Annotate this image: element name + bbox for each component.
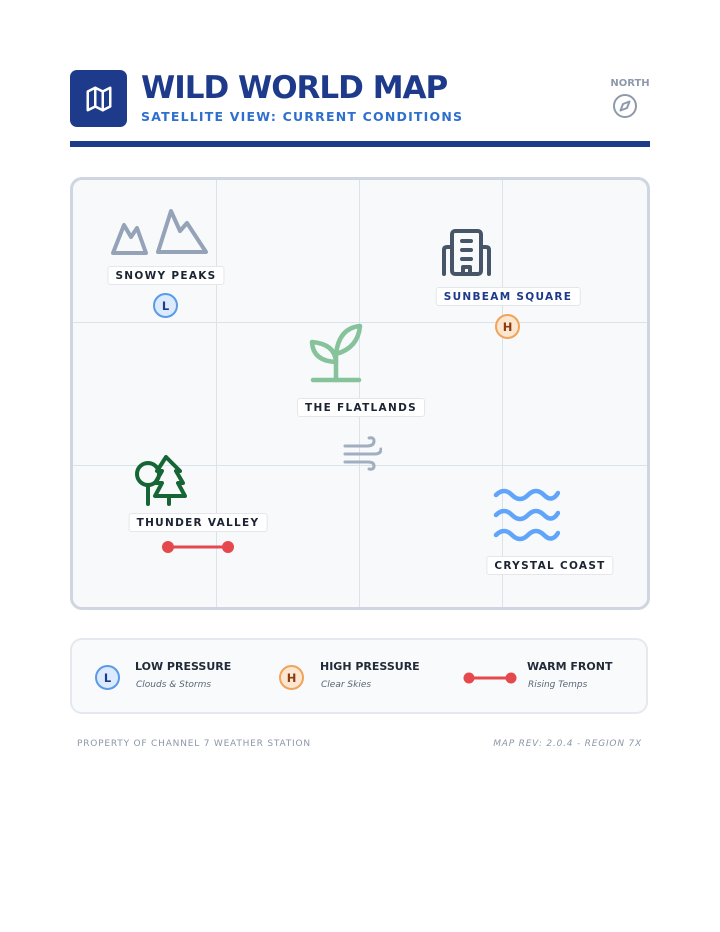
header-divider [70, 141, 650, 147]
waves-icon [492, 483, 560, 550]
location-label-thunder-valley[interactable]: THUNDER VALLEY [129, 513, 268, 532]
legend-low-pressure-marker: L [95, 665, 120, 690]
map-legend [70, 638, 648, 714]
sprout-icon [309, 322, 363, 389]
footer-revision: MAP REV: 2.0.4 - REGION 7X [493, 739, 642, 749]
legend-high-pressure-marker: H [279, 665, 304, 690]
warm-front-icon[interactable] [161, 540, 235, 559]
location-label-sunbeam-square[interactable]: SUNBEAM SQUARE [436, 287, 581, 306]
trees-icon [133, 455, 187, 512]
map-area[interactable] [70, 177, 650, 610]
footer-credit: PROPERTY OF CHANNEL 7 WEATHER STATION [77, 739, 311, 749]
location-label-crystal-coast[interactable]: CRYSTAL COAST [486, 556, 613, 575]
legend-title-high-pressure: HIGH PRESSURE [320, 660, 420, 673]
wind-icon [342, 435, 382, 476]
map-gridline [359, 180, 360, 607]
legend-title-low-pressure: LOW PRESSURE [135, 660, 232, 673]
low-pressure-marker[interactable]: L [153, 293, 178, 318]
legend-desc-warm-front: Rising Temps [528, 680, 588, 690]
location-label-the-flatlands[interactable]: THE FLATLANDS [297, 398, 425, 417]
legend-desc-high-pressure: Clear Skies [321, 680, 372, 690]
page-subtitle: SATELLITE VIEW: CURRENT CONDITIONS [141, 109, 464, 124]
location-label-snowy-peaks[interactable]: SNOWY PEAKS [107, 266, 224, 285]
legend-warm-front-icon [463, 671, 517, 690]
building-icon [441, 228, 493, 281]
legend-title-warm-front: WARM FRONT [527, 660, 613, 673]
map-icon [70, 70, 127, 127]
mountains-icon [110, 206, 210, 261]
north-label: NORTH [610, 78, 650, 89]
page-title: WILD WORLD MAP [141, 70, 448, 106]
compass-icon [612, 93, 638, 119]
legend-desc-low-pressure: Clouds & Storms [136, 680, 212, 690]
high-pressure-marker[interactable]: H [495, 314, 520, 339]
